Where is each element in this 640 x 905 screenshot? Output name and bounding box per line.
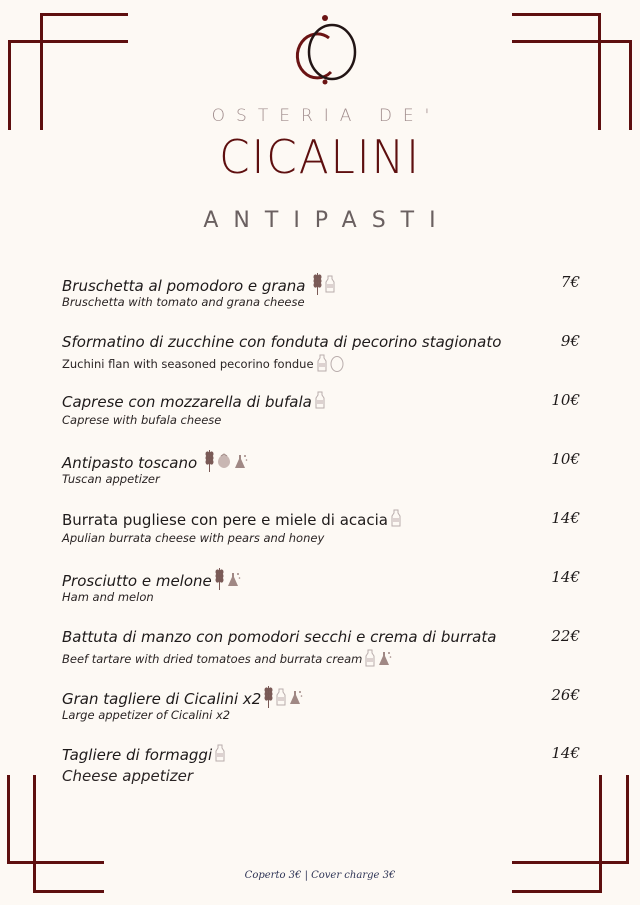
menu-item-price: 14€ — [551, 509, 580, 527]
menu-item-name-text: Battuta di manzo con pomodori secchi e crema di burrata — [62, 628, 497, 646]
menu-item-description-text: Bruschetta with tomato and grana cheese — [62, 295, 305, 309]
milk-icon — [365, 649, 375, 670]
wheat-icon — [215, 568, 224, 595]
menu-item — [62, 744, 580, 785]
menu-item-description-text: Apulian burrata cheese with pears and honey — [62, 531, 325, 545]
menu-item-description — [62, 413, 580, 427]
wheat-icon — [205, 450, 214, 477]
menu-item-name — [62, 744, 580, 764]
menu-item-name — [62, 450, 580, 470]
menu-item-name — [62, 391, 580, 411]
menu-item-description — [62, 531, 580, 545]
menu-item-description-text: Beef tartare with dried tomatoes and burrata cream — [62, 652, 363, 666]
menu-item — [62, 273, 580, 309]
egg-icon — [330, 354, 344, 375]
sulphites-icon — [234, 453, 248, 474]
menu-item-name-text: Prosciutto e melone — [62, 572, 212, 590]
menu-item — [62, 509, 580, 545]
menu-item-price: 22€ — [551, 627, 580, 645]
menu-item-name — [62, 509, 580, 529]
menu-item — [62, 332, 580, 375]
wheat-icon — [264, 686, 273, 713]
restaurant-title: CICALINI — [219, 130, 421, 184]
milk-icon — [317, 354, 327, 375]
menu-item-name — [62, 273, 580, 293]
menu-item — [62, 391, 580, 427]
menu-item-name-text: Antipasto toscano — [62, 454, 198, 472]
menu-item-description-text: Caprese with bufala cheese — [62, 413, 222, 427]
menu-item-description-text: Ham and melon — [62, 590, 154, 604]
menu-item — [62, 686, 580, 722]
menu-item — [62, 627, 580, 670]
menu-item-price: 10€ — [551, 450, 580, 468]
milk-icon — [276, 688, 286, 711]
menu-item — [62, 568, 580, 604]
menu-item-description-text: Large appetizer of Cicalini x2 — [62, 708, 231, 722]
menu-item-name-text: Gran tagliere di Cicalini x2 — [62, 690, 262, 708]
menu-item-description — [62, 354, 580, 375]
restaurant-subtitle: OSTERIA DE' — [211, 106, 441, 126]
menu-item-description-text: Cheese appetizer — [62, 767, 194, 785]
sulphites-icon — [378, 650, 392, 669]
cover-charge-note: Coperto 3€ | Cover charge 3€ — [244, 870, 396, 881]
nut-icon — [217, 453, 231, 474]
menu-item-price: 14€ — [551, 568, 580, 586]
sulphites-icon — [227, 571, 241, 592]
menu-item-price: 10€ — [551, 391, 580, 409]
menu-item-name — [62, 627, 580, 647]
menu-item-description — [62, 649, 580, 670]
menu-item-description-text: Tuscan appetizer — [62, 472, 160, 486]
wheat-icon — [313, 273, 322, 300]
milk-icon — [315, 391, 325, 414]
menu-item-description — [62, 590, 580, 604]
menu-item — [62, 450, 580, 486]
menu-item-price: 14€ — [551, 744, 580, 762]
milk-icon — [215, 744, 225, 767]
section-title: ANTIPASTI — [203, 208, 451, 233]
menu-item-price: 26€ — [551, 686, 580, 704]
logo-monogram — [285, 12, 365, 88]
milk-icon — [325, 275, 335, 298]
menu-item-name-text: Burrata pugliese con pere e miele di acacia — [62, 511, 388, 529]
menu-item-price: 9€ — [560, 332, 580, 350]
menu-item-name-text: Caprese con mozzarella di bufala — [62, 393, 312, 411]
menu-item-description — [62, 472, 580, 486]
menu-item-description — [62, 708, 580, 722]
menu-item-name-text: Sformatino di zucchine con fonduta di pecorino stagionato — [62, 333, 502, 351]
menu-item-price: 7€ — [560, 273, 580, 291]
menu-item-description — [62, 767, 580, 785]
menu-item-name — [62, 686, 580, 706]
menu-item-name — [62, 332, 580, 352]
milk-icon — [391, 509, 401, 532]
menu-item-description-text: Zuchini flan with seasoned pecorino fondue — [62, 357, 314, 371]
menu-item-name — [62, 568, 580, 588]
menu-item-name-text: Bruschetta al pomodoro e grana — [62, 277, 306, 295]
menu-item-name-text: Tagliere di formaggi — [62, 746, 213, 764]
sulphites-icon — [289, 689, 303, 710]
